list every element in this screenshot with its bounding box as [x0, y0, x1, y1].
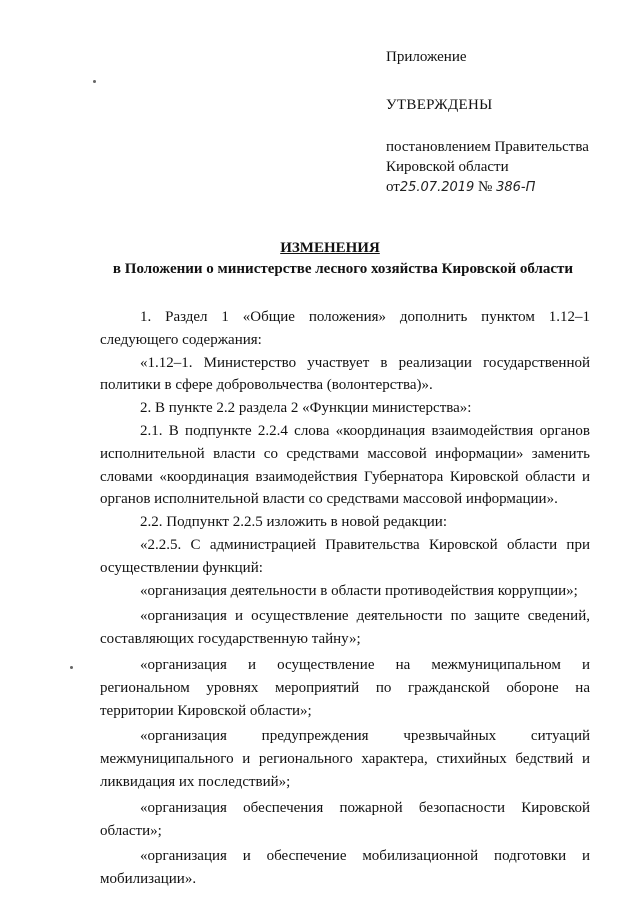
body-paragraph: 2. В пункте 2.2 раздела 2 «Функции министерства»:: [140, 400, 472, 417]
body-paragraph: «организация и осуществление на межмуниципальном и региональном уровнях мероприятий по гражданской обороне на территории Кировской области»;: [100, 656, 590, 719]
body-paragraph: «организация обеспечения пожарной безопасности Кировской области»;: [100, 799, 590, 839]
scan-speck: [70, 666, 73, 669]
body-paragraph: «организация предупреждения чрезвычайных ситуаций межмуниципального и регионального характера, стихийных бедствий и ликвидация их последствий»;: [100, 728, 590, 790]
handwritten-number: 386-П: [496, 180, 536, 195]
decree-line-1: постановлением Правительства: [386, 139, 589, 155]
decree-date-number: [386, 177, 626, 198]
approval-block: [386, 47, 626, 198]
body-paragraph: 2.2. Подпункт 2.2.5 изложить в новой редакции:: [140, 514, 447, 531]
body-paragraph: 1. Раздел 1 «Общие положения» дополнить пунктом 1.12–1 следующего содержания:: [100, 309, 590, 348]
document-title: ИЗМЕНЕНИЯ: [280, 240, 380, 256]
body-paragraph: «1.12–1. Министерство участвует в реализации государственной политики в сфере добровольчества (волонтерства)».: [100, 354, 590, 394]
body-paragraph: «организация и обеспечение мобилизационной подготовки и мобилизации».: [100, 848, 590, 888]
number-prefix: №: [478, 179, 493, 195]
body-paragraph: 2.1. В подпункте 2.2.4 слова «координация взаимодействия органов исполнительной власти со средствами массовой информации» заменить словами «координация взаимодействия Губернатора Кировской области и органов исполнительной власти со средствами массовой информации».: [100, 422, 590, 508]
body-paragraph: «организация и осуществление деятельности по защите сведений, составляющих государственную тайну»;: [100, 608, 590, 648]
handwritten-date: 25.07.2019: [399, 180, 475, 195]
body-paragraph: «организация деятельности в области противодействия коррупции»;: [140, 582, 578, 599]
document-title-block: [0, 238, 640, 280]
appendix-label: Приложение: [386, 49, 467, 65]
date-prefix: от: [386, 179, 400, 195]
approved-label: УТВЕРЖДЕНЫ: [386, 97, 493, 113]
body-paragraph: «2.2.5. С администрацией Правительства Кировской области при осуществлении функций:: [100, 536, 590, 576]
scan-speck: [93, 80, 96, 83]
document-subtitle: в Положении о министерстве лесного хозяйства Кировской области: [112, 261, 574, 277]
document-body: [100, 306, 590, 891]
decree-line-2: Кировской области: [386, 159, 509, 175]
